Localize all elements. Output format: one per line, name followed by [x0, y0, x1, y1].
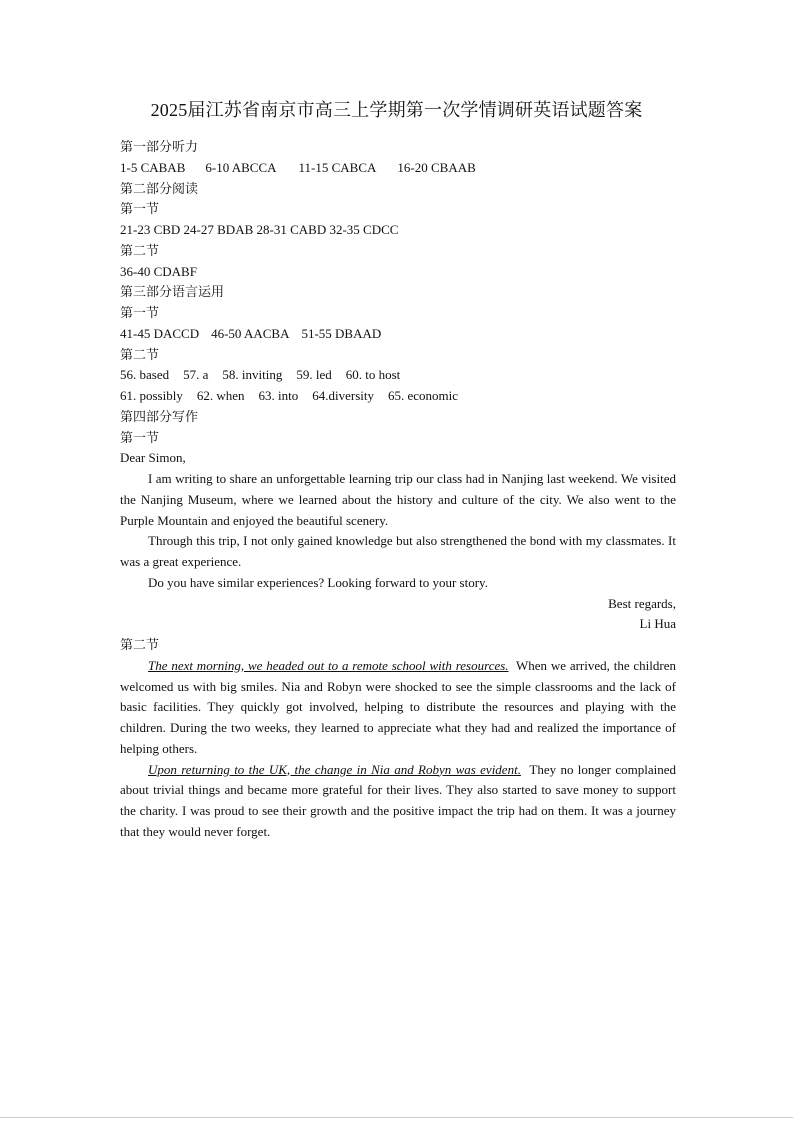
part4-section1-heading: 第一节	[120, 429, 160, 445]
letter-salutation: Dear Simon,	[120, 450, 186, 466]
answer-item: 61. possibly	[120, 388, 183, 403]
answer-content	[120, 137, 676, 843]
part2-section1-heading: 第一节	[120, 201, 160, 217]
page-bottom-rule	[0, 1117, 793, 1118]
answer-group: 46-50 AACBA	[211, 325, 290, 341]
part3-section2-row2	[120, 386, 676, 407]
part4-section2-heading: 第二节	[120, 637, 160, 652]
letter-signature: Li Hua	[639, 616, 676, 632]
answer-group: 51-55 DBAAD	[301, 325, 382, 341]
part2-section2-answers: 36-40 CDABF	[120, 263, 197, 279]
answer-item: 65. economic	[388, 388, 459, 403]
answer-item: 62. when	[196, 388, 245, 403]
answer-item: 64.diversity	[312, 388, 374, 403]
part2-section1-answers: 21-23 CBD 24-27 BDAB 28-31 CABD 32-35 CDCC	[120, 222, 399, 237]
part2-heading: 第二部分阅读	[120, 180, 199, 196]
given-opening-sentence: The next morning, we headed out to a remote school with resources.	[148, 657, 509, 673]
page-title: 2025届江苏省南京市高三上学期第一次学情调研英语试题答案	[150, 100, 643, 120]
part3-section2-heading: 第二节	[120, 346, 160, 362]
part4-heading: 第四部分写作	[120, 408, 199, 424]
answer-group: 16-20 CBAAB	[397, 159, 476, 175]
letter-closing: Best regards,	[608, 595, 676, 611]
answer-item: 60. to host	[345, 367, 401, 383]
answer-group: 11-15 CABCA	[298, 159, 377, 175]
part3-section2-row1	[120, 365, 676, 386]
paragraph-text: They no longer complained about trivial things and became more grateful for their lives. They also started to save money to support the charity. I was proud to see their growth and the positive impact the trip had on them. It was a journey that they would never forget.	[120, 761, 676, 839]
answer-item: 57. a	[183, 367, 209, 383]
letter-paragraph: Through this trip, I not only gained knowledge but also strengthened the bond with my classmates. It was a great experience.	[120, 533, 676, 569]
continuation-paragraph	[120, 760, 676, 843]
paragraph-text: When we arrived, the children welcomed us with big smiles. Nia and Robyn were shocked to see the simple classrooms and the lack of basic facilities. They quickly got involved, helping to distribute the resources and playing with the children. During the two weeks, they learned to appreciate what they had and realized the importance of helping others.	[120, 657, 677, 756]
part3-heading: 第三部分语言运用	[120, 284, 225, 300]
answer-item: 63. into	[258, 388, 299, 403]
part3-section1-heading: 第一节	[120, 305, 160, 320]
answer-group: 1-5 CABAB	[120, 159, 186, 175]
part1-answers	[120, 158, 676, 179]
continuation-paragraph	[120, 656, 676, 760]
answer-group: 41-45 DACCD	[120, 325, 200, 341]
letter-paragraph: I am writing to share an unforgettable learning trip our class had in Nanjing last weekend. We visited the Nanjing Museum, where we learned about the history and culture of the city. We also went to the Purple Mountain and enjoyed the beautiful scenery.	[120, 471, 676, 528]
letter-paragraph: Do you have similar experiences? Looking forward to your story.	[148, 574, 488, 590]
part1-heading: 第一部分听力	[120, 139, 199, 154]
answer-item: 56. based	[120, 367, 170, 383]
answer-item: 59. led	[296, 367, 332, 383]
given-opening-sentence: Upon returning to the UK, the change in Nia and Robyn was evident.	[148, 761, 521, 777]
part2-section2-heading: 第二节	[120, 242, 160, 258]
answer-item: 58. inviting	[222, 367, 283, 383]
part3-section1-answers	[120, 324, 676, 345]
answer-group: 6-10 ABCCA	[205, 159, 277, 175]
